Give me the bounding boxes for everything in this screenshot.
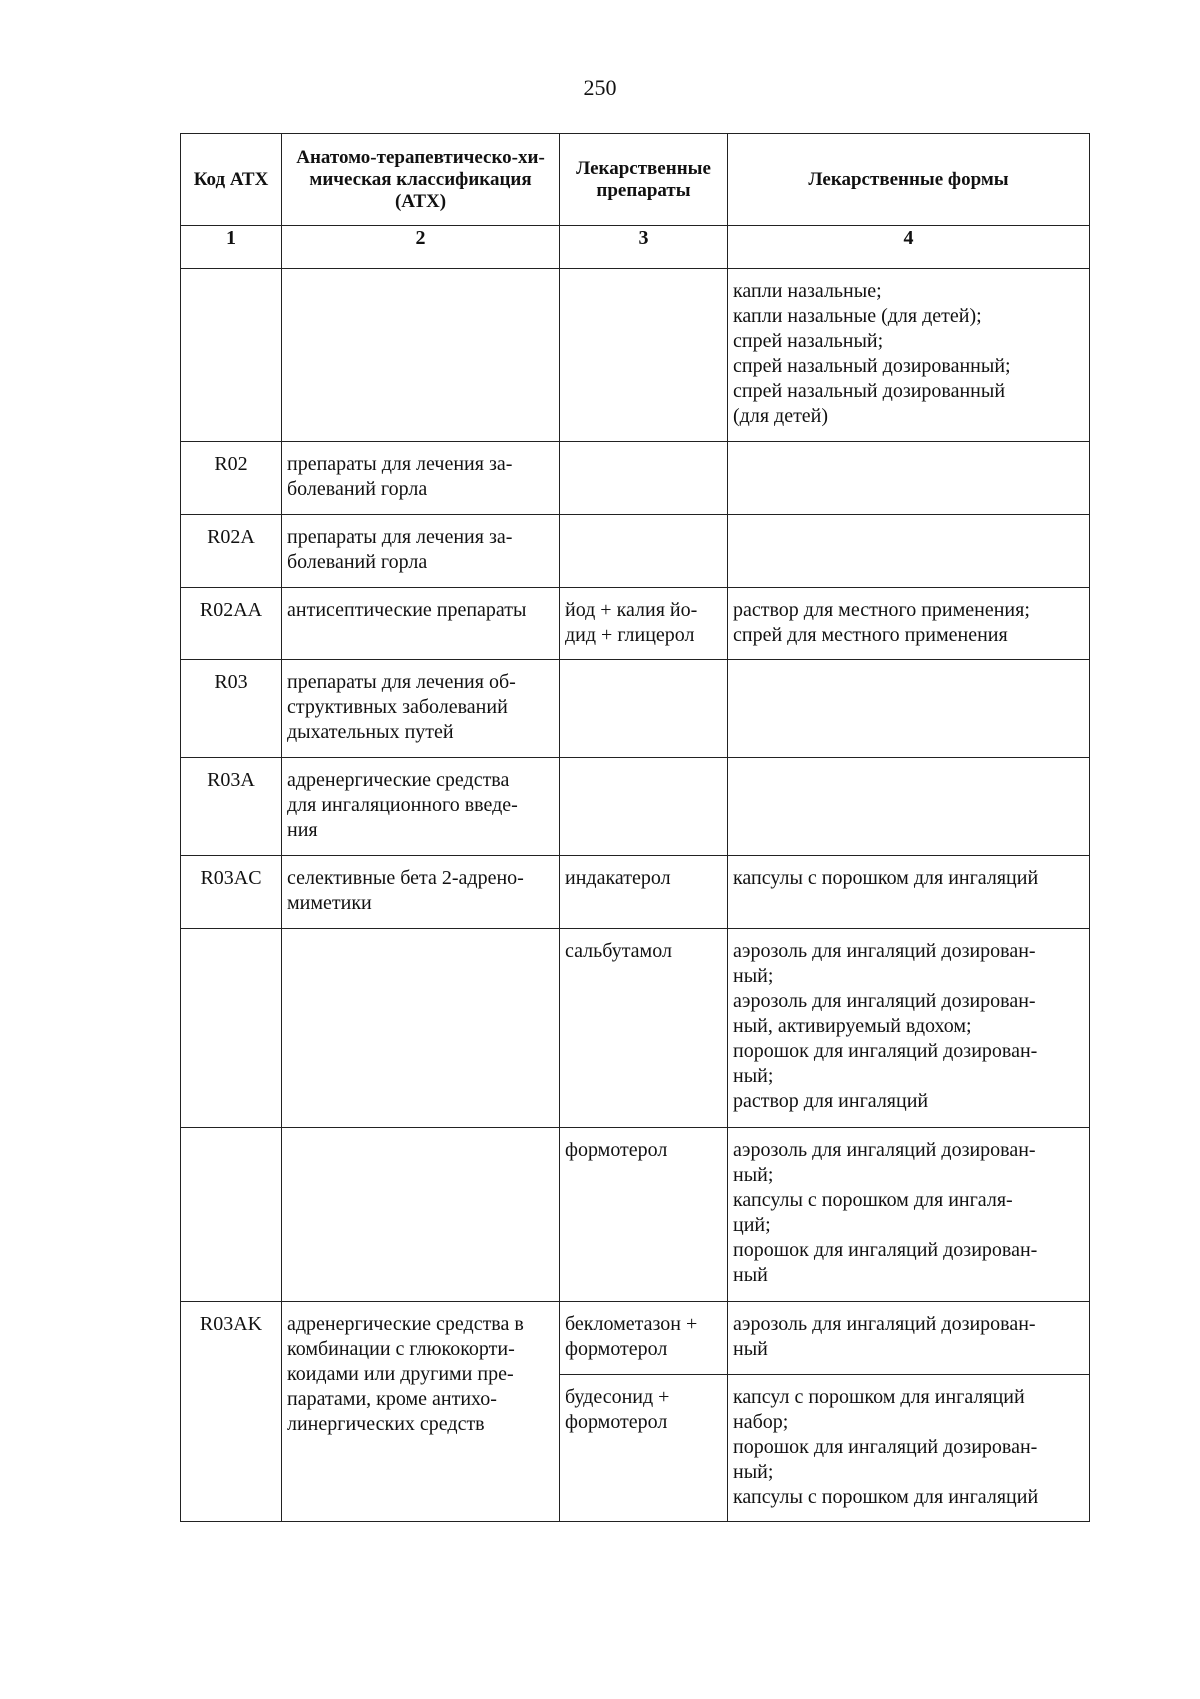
atx-code: R03A [207, 769, 255, 791]
drug-cell [560, 1302, 728, 1375]
table-row [181, 1128, 1090, 1302]
atx-code: R03AK [199, 1313, 263, 1335]
cell-text-line: структивных заболеваний [287, 696, 508, 718]
table-row [181, 929, 1090, 1128]
dosage-forms-cell [728, 1128, 1090, 1302]
cell-text-line: спрей назальный дозированный; [733, 355, 1011, 377]
cell-text-line: линергических средств [287, 1413, 485, 1435]
drug-cell [560, 758, 728, 856]
atx-code-cell [181, 442, 282, 515]
cell-text-line: аэрозоль для ингаляций дозирован- [733, 1313, 1036, 1335]
cell-text-line: ный; [733, 1065, 774, 1087]
page-number: 250 [583, 75, 617, 100]
atx-code: R02 [214, 453, 248, 475]
drug-cell [560, 269, 728, 442]
cell-text-line: паратами, кроме антихо- [287, 1388, 497, 1410]
drug-cell [560, 1128, 728, 1302]
table-row [181, 1302, 1090, 1375]
atx-code-cell [181, 1302, 282, 1522]
drug-cell [560, 588, 728, 660]
atx-code-cell [181, 1128, 282, 1302]
cell-text-line: препараты для лечения за- [287, 526, 513, 548]
classification-cell [282, 856, 560, 929]
atx-code: R02AA [199, 599, 263, 621]
cell-text-line: формотерол [565, 1139, 668, 1161]
cell-text-line: ный [733, 1338, 768, 1360]
cell-text-line: порошок для ингаляций дозирован- [733, 1040, 1038, 1062]
table-row [181, 588, 1090, 660]
cell-text-line: раствор для местного применения; [733, 599, 1030, 621]
cell-text-line: спрей для местного применения [733, 624, 1008, 646]
dosage-forms-cell [728, 1302, 1090, 1375]
table-row [181, 442, 1090, 515]
header-code: Код АТХ [181, 134, 282, 226]
cell-text-line: набор; [733, 1411, 789, 1433]
column-number-row [181, 226, 1090, 269]
classification-cell [282, 515, 560, 588]
drug-cell [560, 442, 728, 515]
cell-text-line: болеваний горла [287, 551, 428, 573]
cell-text-line: (для детей) [733, 405, 829, 427]
dosage-forms-cell [728, 929, 1090, 1128]
cell-text-line: аэрозоль для ингаляций дозирован- [733, 940, 1036, 962]
column-number: 2 [282, 226, 560, 269]
cell-text-line: капсулы с порошком для ингаляций [733, 867, 1039, 889]
drug-cell [560, 660, 728, 758]
cell-text-line: препараты для лечения за- [287, 453, 513, 475]
dosage-forms-cell [728, 269, 1090, 442]
column-number: 4 [728, 226, 1090, 269]
cell-text-line: раствор для ингаляций [733, 1090, 929, 1112]
cell-text-line: капли назальные (для детей); [733, 305, 982, 327]
cell-text-line: беклометазон + [565, 1313, 698, 1335]
cell-text-line: спрей назальный дозированный [733, 380, 1006, 402]
cell-text-line: сальбутамол [565, 940, 672, 962]
cell-text-line: формотерол [565, 1411, 668, 1433]
cell-text-line: коидами или другими пре- [287, 1363, 514, 1385]
drug-cell [560, 856, 728, 929]
cell-text-line: капсул с порошком для ингаляций [733, 1386, 1025, 1408]
table-row [181, 660, 1090, 758]
dosage-forms-cell [728, 1375, 1090, 1522]
cell-text-line: дыхательных путей [287, 721, 454, 743]
table-row [181, 758, 1090, 856]
atx-code-cell [181, 929, 282, 1128]
table-row [181, 856, 1090, 929]
cell-text-line: ций; [733, 1214, 771, 1236]
table-row [181, 515, 1090, 588]
cell-text-line: адренергические средства [287, 769, 510, 791]
header-drugs: Лекарственные препараты [560, 134, 728, 226]
cell-text-line: миметики [287, 892, 372, 914]
dosage-forms-cell [728, 758, 1090, 856]
cell-text-line: комбинации с глюкокорти- [287, 1338, 515, 1360]
cell-text-line: спрей назальный; [733, 330, 884, 352]
atx-code: R03 [214, 671, 248, 693]
cell-text-line: ный; [733, 965, 774, 987]
classification-cell [282, 1128, 560, 1302]
column-number: 1 [181, 226, 282, 269]
cell-text-line: будесонид + [565, 1386, 670, 1408]
atx-code-cell [181, 856, 282, 929]
classification-cell [282, 588, 560, 660]
cell-text-line: ный [733, 1264, 768, 1286]
cell-text-line: дид + глицерол [565, 624, 695, 646]
cell-text-line: болеваний горла [287, 478, 428, 500]
dosage-forms-cell [728, 515, 1090, 588]
cell-text-line: антисептические препараты [287, 599, 527, 621]
cell-text-line: йод + калия йо- [565, 599, 698, 621]
dosage-forms-cell [728, 660, 1090, 758]
classification-cell [282, 758, 560, 856]
classification-cell [282, 1302, 560, 1522]
cell-text-line: индакатерол [565, 867, 671, 889]
header-forms: Лекарственные формы [728, 134, 1090, 226]
cell-text-line: ния [287, 819, 318, 841]
atx-code-cell [181, 588, 282, 660]
cell-text-line: ный; [733, 1461, 774, 1483]
atx-code: R03AC [200, 867, 262, 889]
dosage-forms-cell [728, 588, 1090, 660]
drug-cell [560, 929, 728, 1128]
atx-code-cell [181, 758, 282, 856]
cell-text-line: капсулы с порошком для ингаляций [733, 1486, 1039, 1508]
atx-code: R02A [207, 526, 255, 548]
atx-table [180, 133, 1090, 1522]
cell-text-line: аэрозоль для ингаляций дозирован- [733, 990, 1036, 1012]
header-row [181, 134, 1090, 226]
cell-text-line: капли назальные; [733, 280, 882, 302]
cell-text-line: препараты для лечения об- [287, 671, 516, 693]
cell-text-line: капсулы с порошком для ингаля- [733, 1189, 1013, 1211]
table-body [181, 269, 1090, 1522]
atx-code-cell [181, 660, 282, 758]
dosage-forms-cell [728, 442, 1090, 515]
classification-cell [282, 929, 560, 1128]
cell-text-line: селективные бета 2-адрено- [287, 867, 524, 889]
dosage-forms-cell [728, 856, 1090, 929]
column-number: 3 [560, 226, 728, 269]
cell-text-line: формотерол [565, 1338, 668, 1360]
classification-cell [282, 442, 560, 515]
cell-text-line: порошок для ингаляций дозирован- [733, 1436, 1038, 1458]
classification-cell [282, 269, 560, 442]
cell-text-line: для ингаляционного введе- [287, 794, 518, 816]
atx-code-cell [181, 269, 282, 442]
cell-text-line: ный, активируемый вдохом; [733, 1015, 972, 1037]
cell-text-line: порошок для ингаляций дозирован- [733, 1239, 1038, 1261]
drug-cell [560, 515, 728, 588]
cell-text-line: аэрозоль для ингаляций дозирован- [733, 1139, 1036, 1161]
drug-cell [560, 1375, 728, 1522]
classification-cell [282, 660, 560, 758]
cell-text-line: адренергические средства в [287, 1313, 524, 1335]
header-classification: Анатомо-терапевтическо-хи- мическая классификация (АТХ) [282, 134, 560, 226]
table-row [181, 269, 1090, 442]
cell-text-line: ный; [733, 1164, 774, 1186]
atx-code-cell [181, 515, 282, 588]
